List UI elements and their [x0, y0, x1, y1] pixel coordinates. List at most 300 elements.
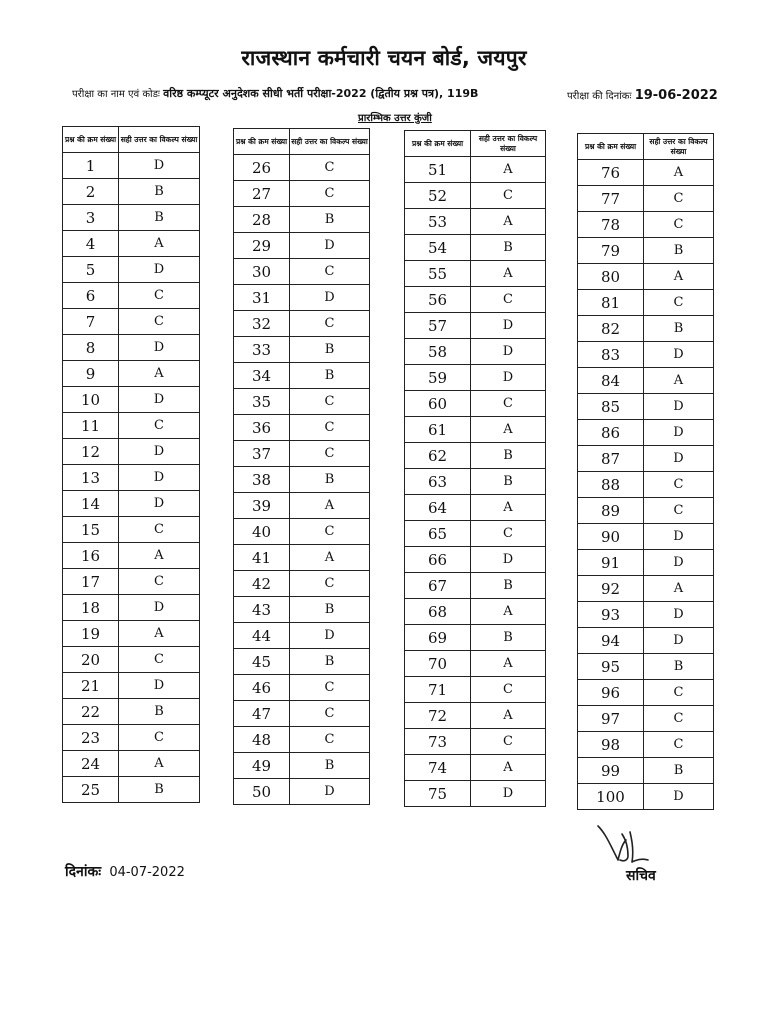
- question-number: 87: [578, 446, 644, 472]
- correct-option: B: [290, 467, 370, 493]
- correct-option: A: [471, 417, 546, 443]
- question-number: 55: [405, 261, 471, 287]
- question-number: 37: [234, 441, 290, 467]
- correct-option: C: [119, 725, 200, 751]
- question-number: 68: [405, 599, 471, 625]
- answer-row: [63, 751, 200, 777]
- signatory-title: सचिव: [626, 868, 656, 884]
- question-number: 19: [63, 621, 119, 647]
- answer-row: [63, 335, 200, 361]
- correct-option: C: [644, 680, 714, 706]
- question-number: 57: [405, 313, 471, 339]
- question-number: 52: [405, 183, 471, 209]
- release-date-value: 04-07-2022: [109, 865, 185, 880]
- question-number: 93: [578, 602, 644, 628]
- correct-option: B: [644, 654, 714, 680]
- answer-row: [578, 602, 714, 628]
- question-number: 32: [234, 311, 290, 337]
- correct-option: D: [644, 342, 714, 368]
- answer-row: [578, 290, 714, 316]
- answer-row: [405, 287, 546, 313]
- correct-option: D: [644, 524, 714, 550]
- question-number: 4: [63, 231, 119, 257]
- correct-option: A: [644, 576, 714, 602]
- question-number: 36: [234, 415, 290, 441]
- answer-row: [405, 443, 546, 469]
- question-number: 53: [405, 209, 471, 235]
- correct-option: D: [290, 779, 370, 805]
- question-number: 18: [63, 595, 119, 621]
- question-number: 78: [578, 212, 644, 238]
- answer-row: [234, 597, 370, 623]
- answer-row: [63, 517, 200, 543]
- answer-key-table: [577, 133, 714, 810]
- correct-option: D: [644, 446, 714, 472]
- question-number: 39: [234, 493, 290, 519]
- correct-option: C: [119, 517, 200, 543]
- answer-key-table: [62, 126, 200, 803]
- answer-row: [234, 519, 370, 545]
- answer-row: [63, 673, 200, 699]
- answer-row: [63, 309, 200, 335]
- answer-key-table: [404, 130, 546, 807]
- correct-option: B: [290, 337, 370, 363]
- answer-row: [578, 212, 714, 238]
- answer-row: [578, 446, 714, 472]
- correct-option: D: [290, 623, 370, 649]
- answer-row: [234, 155, 370, 181]
- correct-option: D: [644, 420, 714, 446]
- answer-row: [234, 311, 370, 337]
- question-number: 43: [234, 597, 290, 623]
- question-number-header: प्रश्न की क्रम संख्या: [578, 134, 644, 160]
- answer-row: [234, 181, 370, 207]
- correct-option: B: [644, 758, 714, 784]
- answer-row: [405, 313, 546, 339]
- correct-option: D: [471, 781, 546, 807]
- correct-option: A: [471, 755, 546, 781]
- question-number: 64: [405, 495, 471, 521]
- question-number: 16: [63, 543, 119, 569]
- question-number: 62: [405, 443, 471, 469]
- question-number: 99: [578, 758, 644, 784]
- answer-row: [63, 699, 200, 725]
- correct-option: C: [290, 675, 370, 701]
- answer-row: [234, 623, 370, 649]
- question-number: 29: [234, 233, 290, 259]
- question-number: 51: [405, 157, 471, 183]
- correct-option: A: [119, 231, 200, 257]
- correct-option: D: [471, 339, 546, 365]
- exam-date-label: परीक्षा की दिनांकः: [567, 91, 632, 102]
- question-number: 83: [578, 342, 644, 368]
- question-number: 70: [405, 651, 471, 677]
- answer-row: [234, 441, 370, 467]
- question-number: 9: [63, 361, 119, 387]
- answer-row: [63, 647, 200, 673]
- answer-row: [405, 157, 546, 183]
- correct-option: C: [119, 569, 200, 595]
- question-number: 31: [234, 285, 290, 311]
- correct-option: B: [471, 235, 546, 261]
- correct-option: B: [290, 649, 370, 675]
- question-number: 80: [578, 264, 644, 290]
- question-number: 82: [578, 316, 644, 342]
- answer-row: [578, 550, 714, 576]
- correct-option: C: [644, 212, 714, 238]
- answer-row: [63, 439, 200, 465]
- answer-row: [578, 706, 714, 732]
- answer-row: [63, 465, 200, 491]
- question-number: 98: [578, 732, 644, 758]
- question-number: 3: [63, 205, 119, 231]
- exam-date-info: [567, 88, 718, 103]
- answer-row: [405, 625, 546, 651]
- exam-label: परीक्षा का नाम एवं कोडः: [72, 89, 160, 100]
- question-number: 56: [405, 287, 471, 313]
- answer-row: [234, 415, 370, 441]
- correct-option: C: [644, 186, 714, 212]
- answer-row: [405, 651, 546, 677]
- correct-option: C: [644, 706, 714, 732]
- correct-option: A: [471, 261, 546, 287]
- question-number: 8: [63, 335, 119, 361]
- question-number: 26: [234, 155, 290, 181]
- correct-option: A: [471, 599, 546, 625]
- answer-row: [234, 675, 370, 701]
- question-number: 25: [63, 777, 119, 803]
- correct-option: A: [119, 361, 200, 387]
- correct-option: C: [290, 259, 370, 285]
- question-number: 59: [405, 365, 471, 391]
- answer-row: [234, 649, 370, 675]
- correct-option: A: [119, 543, 200, 569]
- answer-row: [63, 543, 200, 569]
- correct-option: B: [471, 625, 546, 651]
- correct-option: C: [290, 727, 370, 753]
- answer-row: [63, 205, 200, 231]
- question-number: 10: [63, 387, 119, 413]
- question-number: 2: [63, 179, 119, 205]
- correct-option: B: [119, 777, 200, 803]
- correct-option: C: [471, 677, 546, 703]
- question-number: 90: [578, 524, 644, 550]
- answer-row: [578, 394, 714, 420]
- correct-option: A: [644, 368, 714, 394]
- answer-row: [405, 183, 546, 209]
- answer-row: [405, 677, 546, 703]
- correct-option: A: [471, 157, 546, 183]
- correct-option: B: [644, 238, 714, 264]
- question-number: 21: [63, 673, 119, 699]
- question-number: 100: [578, 784, 644, 810]
- correct-option-header: सही उत्तर का विकल्प संख्या: [471, 131, 546, 157]
- question-number: 92: [578, 576, 644, 602]
- correct-option: D: [119, 257, 200, 283]
- question-number: 58: [405, 339, 471, 365]
- answer-row: [578, 498, 714, 524]
- correct-option: B: [290, 207, 370, 233]
- release-date-label: दिनांकः: [65, 864, 102, 880]
- answer-row: [405, 573, 546, 599]
- question-number: 73: [405, 729, 471, 755]
- correct-option: D: [290, 233, 370, 259]
- question-number: 45: [234, 649, 290, 675]
- correct-option: A: [644, 264, 714, 290]
- answer-row: [578, 264, 714, 290]
- correct-option: D: [119, 335, 200, 361]
- correct-option: C: [644, 732, 714, 758]
- question-number-header: प्रश्न की क्रम संख्या: [63, 127, 119, 153]
- answer-row: [234, 727, 370, 753]
- answer-row: [578, 680, 714, 706]
- correct-option: D: [644, 394, 714, 420]
- correct-option: D: [119, 595, 200, 621]
- answer-row: [63, 361, 200, 387]
- question-number: 42: [234, 571, 290, 597]
- question-number: 28: [234, 207, 290, 233]
- answer-row: [63, 153, 200, 179]
- question-number: 94: [578, 628, 644, 654]
- question-number: 74: [405, 755, 471, 781]
- correct-option: D: [119, 465, 200, 491]
- correct-option: C: [644, 472, 714, 498]
- correct-option: A: [119, 751, 200, 777]
- correct-option: A: [290, 545, 370, 571]
- question-number: 7: [63, 309, 119, 335]
- question-number: 49: [234, 753, 290, 779]
- answer-row: [234, 285, 370, 311]
- correct-option: C: [119, 309, 200, 335]
- correct-option: D: [119, 673, 200, 699]
- answer-row: [234, 259, 370, 285]
- question-number: 5: [63, 257, 119, 283]
- answer-row: [234, 779, 370, 805]
- correct-option-header: सही उत्तर का विकल्प संख्या: [119, 127, 200, 153]
- signature-mark: [592, 822, 652, 870]
- answer-row: [234, 701, 370, 727]
- correct-option: D: [119, 153, 200, 179]
- answer-row: [234, 545, 370, 571]
- answer-row: [63, 257, 200, 283]
- page-title: राजस्थान कर्मचारी चयन बोर्ड, जयपुर: [241, 46, 527, 70]
- question-number: 6: [63, 283, 119, 309]
- answer-row: [578, 628, 714, 654]
- answer-row: [405, 781, 546, 807]
- correct-option: C: [290, 415, 370, 441]
- question-number: 50: [234, 779, 290, 805]
- correct-option: B: [290, 597, 370, 623]
- correct-option: D: [290, 285, 370, 311]
- correct-option: C: [471, 521, 546, 547]
- question-number: 67: [405, 573, 471, 599]
- answer-row: [63, 283, 200, 309]
- answer-row: [578, 342, 714, 368]
- correct-option: B: [471, 443, 546, 469]
- answer-row: [63, 621, 200, 647]
- answer-row: [578, 420, 714, 446]
- correct-option: B: [471, 573, 546, 599]
- correct-option: A: [471, 651, 546, 677]
- question-number: 88: [578, 472, 644, 498]
- answer-row: [234, 493, 370, 519]
- answer-row: [234, 233, 370, 259]
- question-number: 40: [234, 519, 290, 545]
- question-number: 30: [234, 259, 290, 285]
- correct-option: D: [644, 550, 714, 576]
- correct-option: C: [290, 441, 370, 467]
- correct-option: A: [119, 621, 200, 647]
- answer-row: [578, 524, 714, 550]
- question-number: 95: [578, 654, 644, 680]
- answer-row: [578, 316, 714, 342]
- correct-option: C: [644, 498, 714, 524]
- answer-row: [63, 569, 200, 595]
- correct-option: B: [471, 469, 546, 495]
- correct-option: C: [119, 283, 200, 309]
- answer-row: [405, 209, 546, 235]
- correct-option: C: [471, 391, 546, 417]
- question-number: 61: [405, 417, 471, 443]
- question-number: 12: [63, 439, 119, 465]
- answer-row: [63, 387, 200, 413]
- question-number: 75: [405, 781, 471, 807]
- answer-row: [63, 413, 200, 439]
- question-number: 72: [405, 703, 471, 729]
- exam-name: वरिष्ठ कम्प्यूटर अनुदेशक सीधी भर्ती परीक्षा-2022 (द्वितीय प्रश्न पत्र), 119B: [163, 87, 479, 100]
- answer-row: [405, 339, 546, 365]
- question-number: 33: [234, 337, 290, 363]
- exam-date: 19-06-2022: [634, 88, 718, 103]
- answer-row: [234, 753, 370, 779]
- correct-option: C: [119, 647, 200, 673]
- correct-option: D: [644, 784, 714, 810]
- correct-option: D: [119, 491, 200, 517]
- correct-option-header: सही उत्तर का विकल्प संख्या: [644, 134, 714, 160]
- release-date: [65, 862, 185, 881]
- correct-option: B: [119, 699, 200, 725]
- answer-row: [63, 777, 200, 803]
- question-number: 84: [578, 368, 644, 394]
- question-number: 23: [63, 725, 119, 751]
- answer-row: [578, 186, 714, 212]
- question-number: 46: [234, 675, 290, 701]
- correct-option: C: [290, 571, 370, 597]
- correct-option: B: [290, 753, 370, 779]
- correct-option: D: [644, 628, 714, 654]
- question-number: 15: [63, 517, 119, 543]
- question-number: 66: [405, 547, 471, 573]
- question-number: 14: [63, 491, 119, 517]
- answer-row: [63, 179, 200, 205]
- answer-row: [578, 160, 714, 186]
- question-number: 13: [63, 465, 119, 491]
- answer-row: [63, 231, 200, 257]
- answer-key-subtitle: प्रारम्भिक उत्तर कुंजी: [358, 113, 432, 124]
- question-number: 38: [234, 467, 290, 493]
- answer-row: [63, 491, 200, 517]
- question-number: 85: [578, 394, 644, 420]
- correct-option: A: [471, 703, 546, 729]
- answer-row: [405, 495, 546, 521]
- exam-info: [72, 86, 478, 101]
- correct-option: D: [119, 439, 200, 465]
- correct-option: C: [290, 155, 370, 181]
- correct-option: A: [471, 209, 546, 235]
- correct-option: B: [119, 179, 200, 205]
- correct-option: C: [471, 287, 546, 313]
- question-number: 34: [234, 363, 290, 389]
- answer-row: [234, 571, 370, 597]
- question-number: 89: [578, 498, 644, 524]
- question-number-header: प्रश्न की क्रम संख्या: [234, 129, 290, 155]
- answer-row: [63, 595, 200, 621]
- answer-row: [405, 469, 546, 495]
- question-number: 91: [578, 550, 644, 576]
- question-number: 71: [405, 677, 471, 703]
- question-number: 17: [63, 569, 119, 595]
- answer-row: [234, 363, 370, 389]
- question-number: 69: [405, 625, 471, 651]
- answer-row: [405, 391, 546, 417]
- question-number: 77: [578, 186, 644, 212]
- answer-row: [405, 235, 546, 261]
- answer-row: [405, 365, 546, 391]
- answer-row: [234, 389, 370, 415]
- correct-option: C: [471, 183, 546, 209]
- question-number: 44: [234, 623, 290, 649]
- answer-row: [578, 238, 714, 264]
- question-number: 1: [63, 153, 119, 179]
- answer-row: [234, 467, 370, 493]
- question-number: 96: [578, 680, 644, 706]
- question-number: 65: [405, 521, 471, 547]
- answer-row: [63, 725, 200, 751]
- correct-option: A: [644, 160, 714, 186]
- question-number-header: प्रश्न की क्रम संख्या: [405, 131, 471, 157]
- answer-row: [578, 368, 714, 394]
- question-number: 47: [234, 701, 290, 727]
- question-number: 48: [234, 727, 290, 753]
- answer-row: [405, 599, 546, 625]
- correct-option: C: [290, 701, 370, 727]
- answer-row: [578, 732, 714, 758]
- question-number: 11: [63, 413, 119, 439]
- answer-row: [234, 337, 370, 363]
- question-number: 97: [578, 706, 644, 732]
- question-number: 22: [63, 699, 119, 725]
- question-number: 24: [63, 751, 119, 777]
- answer-row: [405, 261, 546, 287]
- question-number: 76: [578, 160, 644, 186]
- correct-option: B: [644, 316, 714, 342]
- correct-option: D: [119, 387, 200, 413]
- correct-option: D: [644, 602, 714, 628]
- correct-option: B: [290, 363, 370, 389]
- correct-option: B: [119, 205, 200, 231]
- correct-option: C: [290, 519, 370, 545]
- correct-option: C: [290, 311, 370, 337]
- question-number: 60: [405, 391, 471, 417]
- answer-row: [578, 576, 714, 602]
- answer-row: [578, 654, 714, 680]
- answer-key-table: [233, 128, 370, 805]
- correct-option: D: [471, 547, 546, 573]
- answer-row: [578, 784, 714, 810]
- correct-option: C: [119, 413, 200, 439]
- correct-option: C: [290, 389, 370, 415]
- correct-option: D: [471, 313, 546, 339]
